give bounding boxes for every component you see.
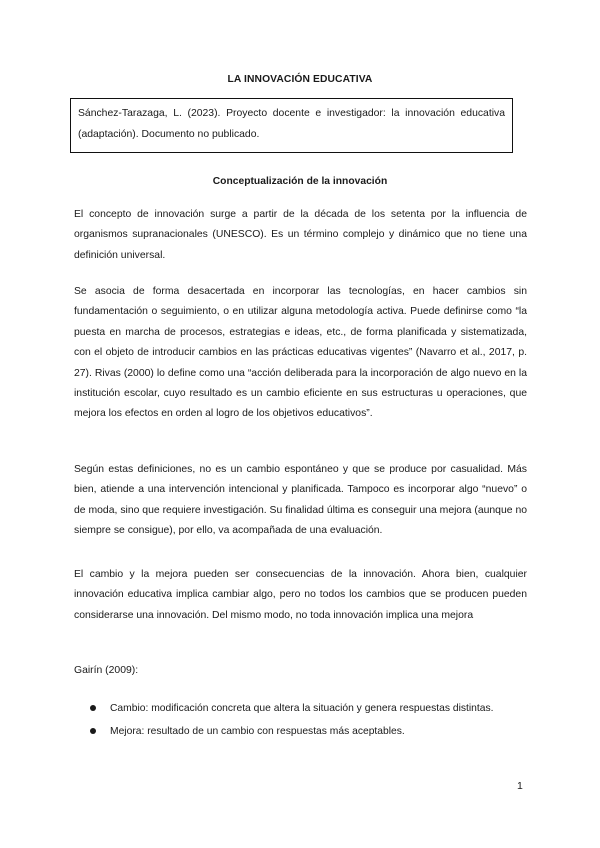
paragraph-5: Gairín (2009): — [74, 665, 139, 676]
list-item — [90, 697, 530, 720]
paragraph-3: Según estas definiciones, no es un cambio espontáneo y que se produce por casualidad. Más bien, atiende a una intervención intencional y planificada. Tampoco es incorporar algo “nuevo” o de moda, sino que requiere investigación. Su finalidad última es conseguir una mejora (aunque no siempre se consigue), por ello, va acompañada de una evaluación. — [74, 464, 527, 537]
page-number: 1 — [517, 780, 523, 792]
reference-box: Sánchez-Tarazaga, L. (2023). Proyecto docente e investigador: la innovación educativa (adaptación). Documento no publicado. — [70, 98, 513, 153]
section-title: Conceptualización de la innovación — [212, 176, 388, 187]
paragraph-1: El concepto de innovación surge a partir de la década de los setenta por la influencia de organismos supranacionales (UNESCO). Es un término complejo y dinámico que no tiene una definición universal. — [74, 209, 527, 261]
page-title: LA INNOVACIÓN EDUCATIVA — [227, 74, 373, 85]
bullet-list — [90, 697, 530, 743]
bullet-icon — [90, 728, 96, 734]
paragraph-4: El cambio y la mejora pueden ser consecuencias de la innovación. Ahora bien, cualquier innovación educativa implica cambiar algo, pero no todos los cambios que se producen pueden considerarse una innovación. Del mismo modo, no toda innovación implica una mejora — [74, 569, 527, 621]
paragraph-2: Se asocia de forma desacertada en incorporar las tecnologías, en hacer cambios sin fundamentación o seguimiento, o en utilizar alguna metodología activa. Puede definirse como “la puesta en marcha de procesos, estrategias e ideas, etc., de forma planificada y sistematizada, con el objeto de introducir cambios en las prácticas educativas vigentes” (Navarro et al., 2017, p. 27). Rivas (2000) lo define como una “acción deliberada para la incorporación de algo nuevo en la institución escolar, cuyo resultado es un cambio eficiente en sus estructuras u operaciones, que mejora los efectos en orden al logro de los objetivos educativos”. — [74, 286, 527, 420]
list-item-text: Mejora: resultado de un cambio con respuestas más aceptables. — [110, 726, 405, 737]
bullet-icon — [90, 705, 96, 711]
list-item-text: Cambio: modificación concreta que altera la situación y genera respuestas distintas. — [110, 703, 494, 714]
list-item — [90, 720, 530, 743]
